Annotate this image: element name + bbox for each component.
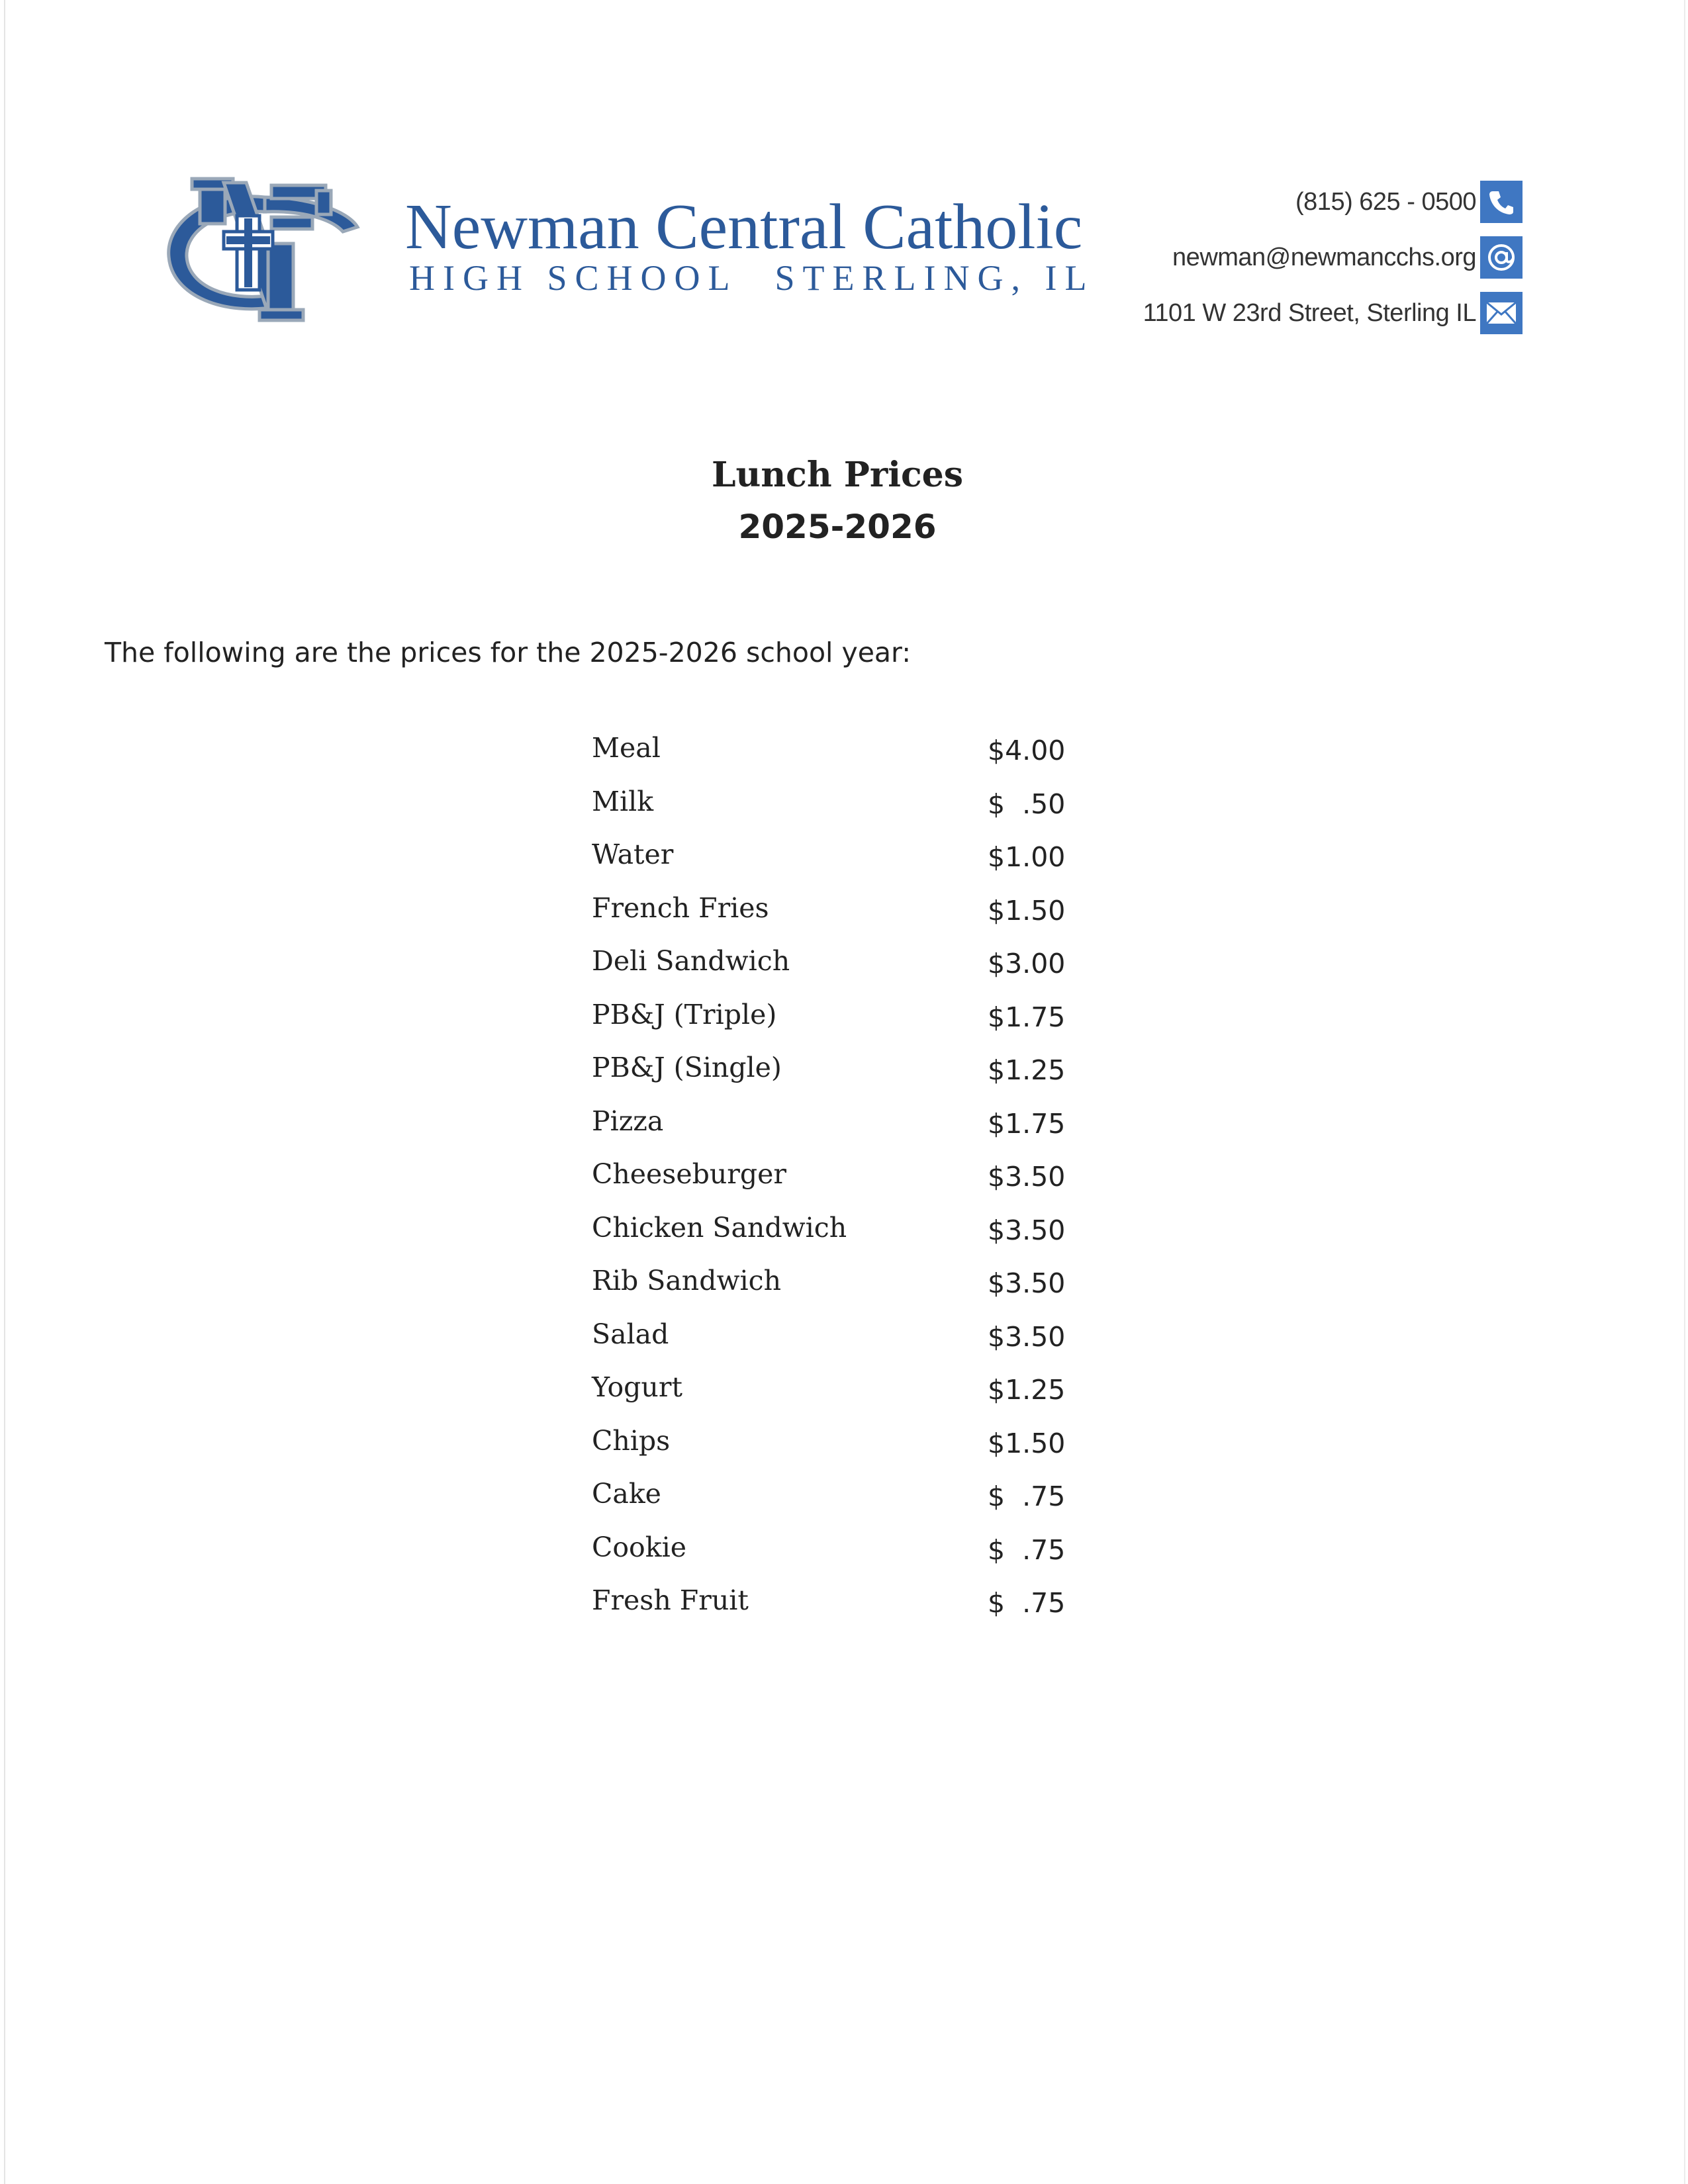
- item-price: $3.00: [988, 948, 1066, 979]
- item-price: $1.75: [988, 1107, 1066, 1140]
- contact-info: [1059, 179, 1523, 345]
- school-type: HIGH SCHOOL: [409, 258, 738, 298]
- school-name: Newman Central Catholic: [405, 191, 1083, 263]
- page-title: Lunch Prices: [711, 455, 964, 495]
- price-row: [589, 1421, 1119, 1475]
- price-row: [589, 1261, 1119, 1314]
- price-row: [589, 995, 1119, 1048]
- item-name: Cookie: [592, 1531, 686, 1563]
- school-subtitle: [409, 257, 1117, 299]
- price-row: [589, 1474, 1119, 1527]
- item-price: $ .50: [988, 788, 1066, 820]
- item-name: Fresh Fruit: [592, 1584, 749, 1616]
- item-name: Deli Sandwich: [592, 945, 790, 977]
- price-row: [589, 835, 1119, 888]
- price-row: [589, 782, 1119, 835]
- school-logo: [165, 171, 364, 330]
- at-sign-icon: [1480, 236, 1523, 279]
- item-name: French Fries: [592, 891, 769, 924]
- school-location: STERLING, IL: [774, 258, 1095, 298]
- item-price: $ .75: [988, 1480, 1066, 1512]
- item-name: PB&J (Triple): [592, 998, 777, 1030]
- street-address: 1101 W 23rd Street, Sterling IL: [1143, 298, 1476, 327]
- item-price: $1.50: [988, 1427, 1066, 1459]
- school-year-heading: 2025-2026: [738, 508, 937, 546]
- item-price: $1.75: [988, 1001, 1066, 1033]
- item-name: Chicken Sandwich: [592, 1211, 847, 1244]
- price-row: [589, 1154, 1119, 1208]
- item-name: Pizza: [592, 1105, 664, 1137]
- price-row: [589, 1101, 1119, 1155]
- price-list: [589, 728, 1119, 1634]
- price-row: [589, 941, 1119, 995]
- item-price: $3.50: [988, 1161, 1066, 1193]
- item-name: Milk: [592, 785, 654, 817]
- price-row: [589, 1580, 1119, 1634]
- price-row: [589, 1048, 1119, 1101]
- item-name: Cheeseburger: [592, 1158, 786, 1190]
- item-name: Chips: [592, 1424, 671, 1457]
- item-price: $1.00: [988, 841, 1066, 873]
- phone-icon: [1480, 181, 1523, 223]
- item-price: $3.50: [988, 1214, 1066, 1246]
- item-price: $ .75: [988, 1587, 1066, 1619]
- page-edge: [4, 0, 5, 2184]
- item-price: $1.25: [988, 1374, 1066, 1406]
- contact-phone-row: [1059, 179, 1523, 225]
- price-row: [589, 728, 1119, 782]
- phone-number: (815) 625 - 0500: [1295, 187, 1476, 216]
- item-name: Salad: [592, 1318, 669, 1350]
- page-edge: [1684, 0, 1685, 2184]
- intro-text: The following are the prices for the 2025-2026 school year:: [105, 637, 912, 668]
- contact-email-row: [1059, 234, 1523, 281]
- price-row: [589, 1314, 1119, 1368]
- envelope-icon: [1480, 292, 1523, 334]
- item-name: Yogurt: [592, 1371, 682, 1403]
- email-address: newman@newmancchs.org: [1172, 243, 1476, 271]
- newman-nc-cross-logo-icon: [165, 171, 364, 330]
- item-price: $3.50: [988, 1320, 1066, 1353]
- price-row: [589, 888, 1119, 942]
- item-name: PB&J (Single): [592, 1052, 782, 1083]
- item-name: Meal: [592, 732, 661, 764]
- price-row: [589, 1367, 1119, 1421]
- item-price: $1.50: [988, 894, 1066, 927]
- item-name: Water: [592, 839, 674, 870]
- item-price: $3.50: [988, 1267, 1066, 1299]
- item-name: Rib Sandwich: [592, 1265, 782, 1297]
- item-name: Cake: [592, 1478, 661, 1510]
- item-price: $ .75: [988, 1533, 1066, 1566]
- price-row: [589, 1208, 1119, 1261]
- contact-address-row: [1059, 290, 1523, 336]
- item-price: $1.25: [988, 1054, 1066, 1086]
- item-price: $4.00: [988, 735, 1066, 766]
- price-row: [589, 1527, 1119, 1581]
